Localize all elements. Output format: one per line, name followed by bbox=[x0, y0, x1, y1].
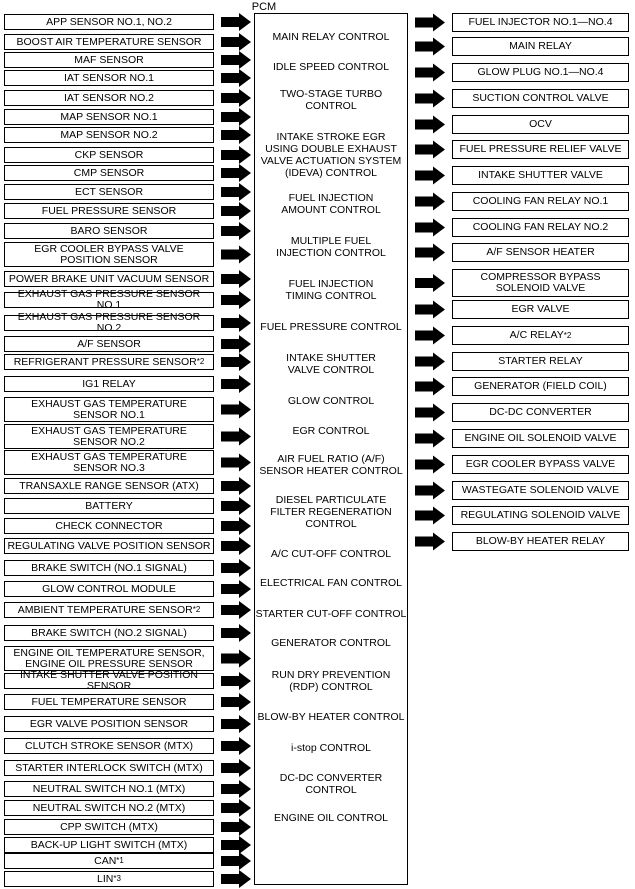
input-box: CAN *1 bbox=[4, 853, 214, 869]
input-arrow bbox=[221, 314, 251, 332]
input-box-label: BRAKE SWITCH (NO.2 SIGNAL) bbox=[31, 626, 187, 639]
input-box bbox=[4, 165, 214, 181]
output-box bbox=[452, 89, 629, 108]
output-box-label: FUEL INJECTOR NO.1—NO.4 bbox=[468, 16, 613, 28]
pcm-control-function: IDLE SPEED CONTROL bbox=[272, 61, 390, 73]
output-box bbox=[452, 532, 629, 551]
input-box-label: EXHAUST GAS TEMPERATURE SENSOR NO.3 bbox=[31, 450, 187, 474]
input-box-label: FUEL TEMPERATURE SENSOR bbox=[31, 695, 187, 708]
output-box-label: OCV bbox=[529, 118, 552, 130]
input-box bbox=[4, 52, 214, 68]
input-arrow bbox=[221, 13, 251, 31]
input-box bbox=[4, 538, 214, 554]
output-box-label: REGULATING SOLENOID VALVE bbox=[460, 509, 621, 521]
output-box bbox=[452, 481, 629, 500]
input-box bbox=[4, 424, 214, 449]
output-arrow bbox=[415, 116, 445, 134]
input-box bbox=[4, 397, 214, 422]
input-arrow bbox=[221, 291, 251, 309]
input-box: REFRIGERANT PRESSURE SENSOR *2 bbox=[4, 354, 214, 370]
input-arrow bbox=[221, 737, 251, 755]
input-arrow bbox=[221, 693, 251, 711]
output-box bbox=[452, 506, 629, 525]
input-arrow bbox=[221, 164, 251, 182]
input-box-label: IAT SENSOR NO.2 bbox=[63, 91, 155, 104]
input-box bbox=[4, 837, 214, 853]
input-box-label: BACK-UP LIGHT SWITCH (MTX) bbox=[30, 838, 188, 851]
pcm-control-function: DIESEL PARTICULATE FILTER REGENERATION CONTROL bbox=[270, 494, 392, 530]
input-box-label: EGR VALVE POSITION SENSOR bbox=[29, 717, 189, 730]
input-arrow bbox=[221, 183, 251, 201]
output-box-label: A/F SENSOR HEATER bbox=[486, 246, 595, 258]
input-box bbox=[4, 760, 214, 776]
input-arrow bbox=[221, 517, 251, 535]
input-arrow bbox=[221, 375, 251, 393]
pcm-control-function: GLOW CONTROL bbox=[287, 395, 375, 407]
output-box: A/C RELAY *2 bbox=[452, 326, 629, 345]
output-box-label: EGR COOLER BYPASS VALVE bbox=[465, 458, 616, 470]
output-box-label: GLOW PLUG NO.1—NO.4 bbox=[477, 66, 604, 78]
input-box-label: EXHAUST GAS TEMPERATURE SENSOR NO.1 bbox=[31, 397, 187, 421]
input-arrow bbox=[221, 270, 251, 288]
input-box-label: EXHAUST GAS PRESSURE SENSOR NO.1 bbox=[17, 288, 201, 311]
output-box-label: A/C RELAY bbox=[509, 329, 564, 341]
input-box bbox=[4, 203, 214, 219]
input-box-label: EXHAUST GAS PRESSURE SENSOR NO.2 bbox=[17, 311, 201, 334]
pcm-control-function: A/C CUT-OFF CONTROL bbox=[270, 548, 392, 560]
output-arrow bbox=[415, 404, 445, 422]
input-box bbox=[4, 271, 214, 287]
input-box-label: NEUTRAL SWITCH NO.2 (MTX) bbox=[32, 801, 186, 814]
pcm-control-function: STARTER CUT-OFF CONTROL bbox=[255, 608, 407, 620]
pcm-title: PCM bbox=[251, 1, 277, 13]
input-box-label: BARO SENSOR bbox=[70, 224, 148, 237]
input-box bbox=[4, 518, 214, 534]
input-box-label: EGR COOLER BYPASS VALVE POSITION SENSOR bbox=[34, 242, 184, 266]
input-arrow bbox=[221, 146, 251, 164]
output-box-label: MAIN RELAY bbox=[509, 40, 572, 52]
output-box-label: SUCTION CONTROL VALVE bbox=[472, 92, 609, 104]
input-box bbox=[4, 669, 214, 692]
input-box bbox=[4, 581, 214, 597]
input-box-label: CPP SWITCH (MTX) bbox=[60, 820, 158, 833]
input-box-label: NEUTRAL SWITCH NO.1 (MTX) bbox=[32, 782, 186, 795]
input-box-label: CMP SENSOR bbox=[73, 166, 145, 179]
pcm-control-function: ELECTRICAL FAN CONTROL bbox=[260, 577, 402, 589]
input-box bbox=[4, 781, 214, 797]
input-box bbox=[4, 694, 214, 710]
output-box bbox=[452, 269, 629, 297]
input-arrow bbox=[221, 222, 251, 240]
input-box bbox=[4, 109, 214, 125]
output-box bbox=[452, 140, 629, 159]
input-box bbox=[4, 800, 214, 816]
output-box-label: EGR VALVE bbox=[511, 303, 570, 315]
output-arrow bbox=[415, 456, 445, 474]
input-box-label: CAN bbox=[94, 854, 117, 867]
output-box bbox=[452, 300, 629, 319]
input-box-label: CKP SENSOR bbox=[74, 148, 144, 161]
input-box-label: LIN bbox=[97, 872, 114, 885]
input-arrow bbox=[221, 580, 251, 598]
input-box-label: STARTER INTERLOCK SWITCH (MTX) bbox=[15, 761, 203, 774]
output-box-label: ENGINE OIL SOLENOID VALVE bbox=[464, 432, 617, 444]
input-box bbox=[4, 716, 214, 732]
output-arrow bbox=[415, 141, 445, 159]
input-box-label: MAP SENSOR NO.2 bbox=[60, 128, 158, 141]
input-arrow bbox=[221, 401, 251, 419]
pcm-control-function: TWO-STAGE TURBO CONTROL bbox=[279, 88, 383, 112]
output-box bbox=[452, 13, 629, 32]
output-box bbox=[452, 37, 629, 56]
input-arrow bbox=[221, 870, 251, 888]
output-arrow bbox=[415, 64, 445, 82]
output-box-label: COMPRESSOR BYPASS SOLENOID VALVE bbox=[480, 271, 601, 294]
output-box bbox=[452, 403, 629, 422]
input-arrow bbox=[221, 108, 251, 126]
output-arrow bbox=[415, 353, 445, 371]
output-box-label: BLOW-BY HEATER RELAY bbox=[475, 535, 606, 547]
input-box bbox=[4, 90, 214, 106]
input-arrow bbox=[221, 202, 251, 220]
output-box bbox=[452, 352, 629, 371]
input-box bbox=[4, 184, 214, 200]
output-box-label: COOLING FAN RELAY NO.1 bbox=[472, 195, 609, 207]
input-arrow bbox=[221, 477, 251, 495]
input-arrow bbox=[221, 836, 251, 854]
pcm-control-function: FUEL PRESSURE CONTROL bbox=[260, 321, 402, 333]
input-box bbox=[4, 819, 214, 835]
output-box bbox=[452, 218, 629, 237]
output-arrow bbox=[415, 301, 445, 319]
input-arrow bbox=[221, 497, 251, 515]
input-arrow bbox=[221, 601, 251, 619]
input-arrow bbox=[221, 51, 251, 69]
input-arrow bbox=[221, 89, 251, 107]
pcm-control-function: INTAKE SHUTTER VALVE CONTROL bbox=[286, 352, 376, 376]
input-arrow bbox=[221, 353, 251, 371]
input-box-label: FUEL PRESSURE SENSOR bbox=[41, 204, 177, 217]
input-box-label: EXHAUST GAS TEMPERATURE SENSOR NO.2 bbox=[31, 424, 187, 448]
input-box: AMBIENT TEMPERATURE SENSOR *2 bbox=[4, 602, 214, 618]
output-box bbox=[452, 455, 629, 474]
output-arrow bbox=[415, 274, 445, 292]
input-box bbox=[4, 498, 214, 514]
input-box-label: MAF SENSOR bbox=[74, 53, 144, 66]
input-arrow bbox=[221, 799, 251, 817]
input-box-label: CLUTCH STROKE SENSOR (MTX) bbox=[24, 739, 193, 752]
output-arrow bbox=[415, 430, 445, 448]
input-box bbox=[4, 34, 214, 50]
input-box-label: BOOST AIR TEMPERATURE SENSOR bbox=[16, 35, 202, 48]
pcm-control-function: i-stop CONTROL bbox=[291, 742, 371, 754]
output-arrow bbox=[415, 244, 445, 262]
input-box-label: CHECK CONNECTOR bbox=[55, 519, 163, 532]
output-arrow bbox=[415, 38, 445, 56]
input-box-label: TRANSAXLE RANGE SENSOR (ATX) bbox=[19, 479, 199, 492]
output-arrow bbox=[415, 14, 445, 32]
pcm-control-function: ENGINE OIL CONTROL bbox=[274, 812, 388, 824]
pcm-control-function: BLOW-BY HEATER CONTROL bbox=[257, 711, 405, 723]
input-arrow bbox=[221, 33, 251, 51]
output-arrow bbox=[415, 219, 445, 237]
pcm-control-function: INTAKE STROKE EGR USING DOUBLE EXHAUST VALVE ACTUATION SYSTEM (IDEVA) CONTROL bbox=[260, 131, 402, 179]
input-box-label: BRAKE SWITCH (NO.1 SIGNAL) bbox=[31, 561, 187, 574]
pcm-control-function: MULTIPLE FUEL INJECTION CONTROL bbox=[276, 235, 386, 259]
input-arrow bbox=[221, 69, 251, 87]
input-arrow bbox=[221, 246, 251, 264]
input-box-label: REFRIGERANT PRESSURE SENSOR bbox=[13, 355, 197, 368]
input-box-label: ECT SENSOR bbox=[74, 185, 144, 198]
input-box bbox=[4, 127, 214, 143]
output-box-label: GENERATOR (FIELD COIL) bbox=[474, 380, 607, 392]
input-box bbox=[4, 376, 214, 392]
input-box-label: GLOW CONTROL MODULE bbox=[42, 582, 176, 595]
pcm-control-function: DC-DC CONVERTER CONTROL bbox=[279, 772, 383, 796]
pcm-control-function: FUEL INJECTION AMOUNT CONTROL bbox=[281, 192, 381, 216]
input-box-label: BATTERY bbox=[85, 499, 133, 512]
output-box bbox=[452, 192, 629, 211]
input-box-label: APP SENSOR NO.1, NO.2 bbox=[46, 15, 172, 28]
pcm-control-function: EGR CONTROL bbox=[292, 425, 370, 437]
input-box bbox=[4, 14, 214, 30]
input-box bbox=[4, 288, 214, 311]
input-box bbox=[4, 646, 214, 671]
input-arrow bbox=[221, 852, 251, 870]
input-arrow bbox=[221, 624, 251, 642]
output-arrow bbox=[415, 378, 445, 396]
output-box-label: FUEL PRESSURE RELIEF VALVE bbox=[459, 143, 622, 155]
input-box: LIN *3 bbox=[4, 871, 214, 887]
pcm-control-function: RUN DRY PREVENTION (RDP) CONTROL bbox=[271, 669, 391, 693]
input-box-label: MAP SENSOR NO.1 bbox=[60, 110, 158, 123]
input-box bbox=[4, 625, 214, 641]
input-box bbox=[4, 70, 214, 86]
input-box bbox=[4, 450, 214, 475]
input-arrow bbox=[221, 335, 251, 353]
input-box-label: AMBIENT TEMPERATURE SENSOR bbox=[17, 603, 193, 616]
output-box-label: DC-DC CONVERTER bbox=[489, 406, 592, 418]
input-arrow bbox=[221, 454, 251, 472]
input-box bbox=[4, 242, 214, 267]
output-box-label: WASTEGATE SOLENOID VALVE bbox=[461, 484, 620, 496]
output-box bbox=[452, 243, 629, 262]
input-box bbox=[4, 560, 214, 576]
pcm-control-function: FUEL INJECTION TIMING CONTROL bbox=[285, 278, 377, 302]
input-arrow bbox=[221, 715, 251, 733]
output-arrow bbox=[415, 167, 445, 185]
input-box-label: IAT SENSOR NO.1 bbox=[63, 71, 155, 84]
input-box bbox=[4, 336, 214, 352]
input-arrow bbox=[221, 672, 251, 690]
input-box-label: POWER BRAKE UNIT VACUUM SENSOR bbox=[8, 272, 210, 285]
output-arrow bbox=[415, 507, 445, 525]
output-box bbox=[452, 429, 629, 448]
input-box-label: ENGINE OIL TEMPERATURE SENSOR, ENGINE OIL PRESSURE SENSOR bbox=[13, 646, 205, 670]
output-arrow bbox=[415, 327, 445, 345]
pcm-control-function: MAIN RELAY CONTROL bbox=[272, 31, 390, 43]
input-arrow bbox=[221, 126, 251, 144]
output-arrow bbox=[415, 193, 445, 211]
input-box bbox=[4, 478, 214, 494]
output-box bbox=[452, 63, 629, 82]
input-arrow bbox=[221, 537, 251, 555]
input-box-label: INTAKE SHUTTER VALVE POSITION SENSOR bbox=[20, 669, 198, 692]
input-arrow bbox=[221, 559, 251, 577]
output-box-label: COOLING FAN RELAY NO.2 bbox=[472, 221, 609, 233]
output-arrow bbox=[415, 90, 445, 108]
input-box-label: REGULATING VALVE POSITION SENSOR bbox=[7, 539, 211, 552]
output-arrow bbox=[415, 482, 445, 500]
output-box bbox=[452, 166, 629, 185]
input-box-label: A/F SENSOR bbox=[77, 337, 141, 350]
output-box-label: STARTER RELAY bbox=[498, 355, 583, 367]
pcm-control-function: AIR FUEL RATIO (A/F) SENSOR HEATER CONTROL bbox=[259, 453, 403, 477]
input-arrow bbox=[221, 428, 251, 446]
input-box bbox=[4, 223, 214, 239]
output-arrow bbox=[415, 533, 445, 551]
input-arrow bbox=[221, 780, 251, 798]
output-box bbox=[452, 377, 629, 396]
input-arrow bbox=[221, 650, 251, 668]
input-box bbox=[4, 147, 214, 163]
input-arrow bbox=[221, 759, 251, 777]
input-box bbox=[4, 311, 214, 334]
output-box-label: INTAKE SHUTTER VALVE bbox=[478, 169, 603, 181]
pcm-control-function: GENERATOR CONTROL bbox=[271, 637, 391, 649]
input-arrow bbox=[221, 818, 251, 836]
input-box-label: IG1 RELAY bbox=[82, 377, 136, 390]
input-box bbox=[4, 738, 214, 754]
output-box bbox=[452, 115, 629, 134]
